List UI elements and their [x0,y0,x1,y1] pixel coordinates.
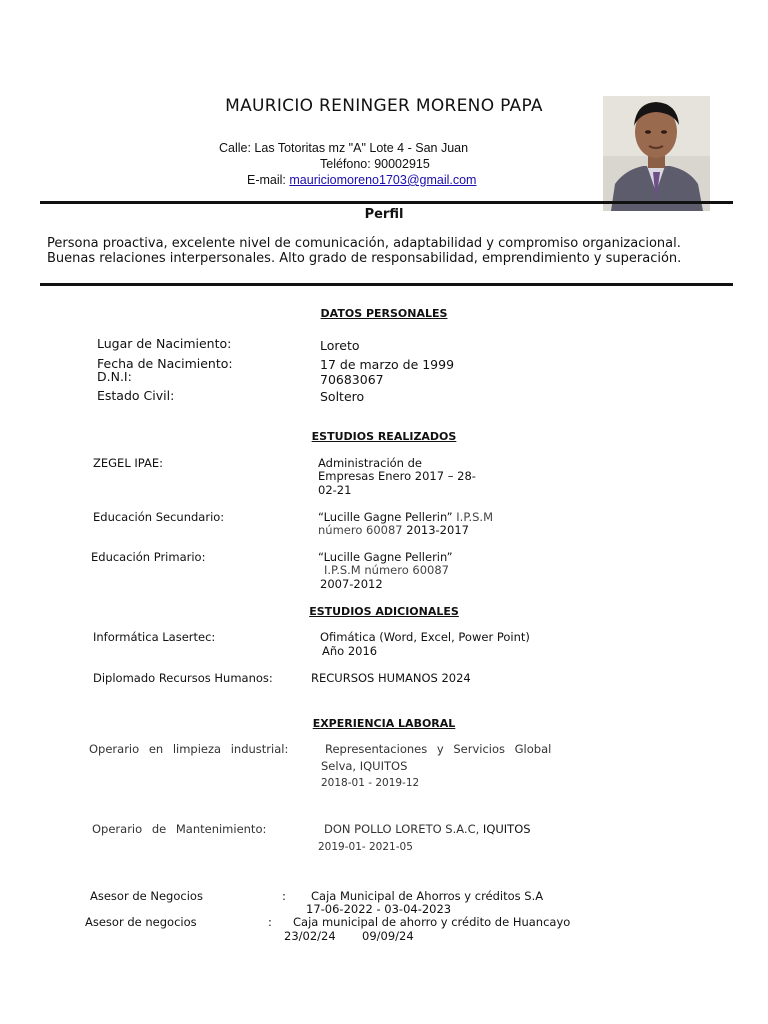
job2-label: Operario de Mantenimiento: [92,822,267,836]
job4-start-date: 23/02/24 [284,929,336,943]
job2-company: DON POLLO LORETO S.A.C, [324,822,480,836]
secundario-line-1 [318,510,493,524]
section-estudios-adicionales: ESTUDIOS ADICIONALES [309,605,459,618]
divider-perfil [40,283,733,286]
perfil-line-2: Buenas relaciones interpersonales. Alto grado de responsabilidad, emprendimiento y superación. [47,251,682,266]
fecha-label: Fecha de Nacimiento: [97,356,233,371]
phone: Teléfono: 90002915 [320,157,430,171]
email-label: E-mail: [247,173,286,187]
job2-dates: 2019-01- 2021-05 [318,841,413,853]
informatica-label: Informática Lasertec: [93,630,216,644]
secundario-number: número 60087 [318,523,403,537]
secundario-years: 2013-2017 [406,523,469,537]
divider-top [40,201,733,204]
informatica-line-1: Ofimática (Word, Excel, Power Point) [320,630,530,644]
primario-line-3: 2007-2012 [320,577,383,591]
perfil-title: Perfil [364,207,404,222]
job4-colon: : [268,915,272,929]
job3-colon: : [282,889,286,903]
candidate-name: MAURICIO RENINGER MORENO PAPA [225,96,543,116]
job1-line-1: Representaciones y Servicios Global [325,742,552,756]
job3-dates: 17-06-2022 - 03-04-2023 [306,902,452,916]
primario-label: Educación Primario: [91,550,206,564]
job3-company: Caja Municipal de Ahorros y créditos S.A [311,889,544,903]
civil-value: Soltero [320,389,365,404]
fecha-value: 17 de marzo de 1999 [320,357,455,372]
job1-label: Operario en limpieza industrial: [89,742,289,756]
address: Calle: Las Totoritas mz "A" Lote 4 - San Juan [219,141,469,155]
lugar-label: Lugar de Nacimiento: [97,336,232,351]
primario-line-2: I.P.S.M número 60087 [324,563,449,577]
job4-company: Caja municipal de ahorro y crédito de Huancayo [293,915,571,929]
job1-line-2: Selva, IQUITOS [321,759,408,773]
job4-label: Asesor de negocios [85,915,197,929]
section-estudios-realizados: ESTUDIOS REALIZADOS [311,430,457,443]
secundario-label: Educación Secundario: [93,510,225,524]
portrait-illustration [603,96,710,211]
section-datos-personales: DATOS PERSONALES [320,307,448,320]
dni-value: 70683067 [320,372,384,387]
zegel-line-1: Administración de [318,456,422,470]
job4-end-date: 09/09/24 [362,929,414,943]
primario-line-1: “Lucille Gagne Pellerin” [318,550,453,564]
email-line [247,173,476,187]
job1-dates: 2018-01 - 2019-12 [321,777,420,789]
zegel-line-3: 02-21 [318,483,352,497]
civil-label: Estado Civil: [97,388,175,403]
informatica-line-2: Año 2016 [322,644,378,658]
job3-label: Asesor de Negocios [90,889,203,903]
dni-label: D.N.I: [97,369,132,384]
job2-line-1 [324,822,531,836]
job2-city: IQUITOS [482,822,531,836]
perfil-line-1: Persona proactiva, excelente nivel de comunicación, adaptabilidad y compromiso organizacional. [47,236,681,251]
diplomado-label: Diplomado Recursos Humanos: [93,671,273,685]
email-link[interactable]: mauriciomoreno1703@gmail.com [289,173,477,187]
secundario-line-2 [318,523,469,537]
secundario-type: I.P.S.M [456,510,494,524]
profile-photo [603,96,710,211]
secundario-school: “Lucille Gagne Pellerin” [318,510,453,524]
section-experiencia-laboral: EXPERIENCIA LABORAL [312,717,456,730]
zegel-line-2: Empresas Enero 2017 – 28- [318,469,476,483]
lugar-value: Loreto [320,338,360,353]
zegel-label: ZEGEL IPAE: [93,456,163,470]
diplomado-value: RECURSOS HUMANOS 2024 [311,671,471,685]
